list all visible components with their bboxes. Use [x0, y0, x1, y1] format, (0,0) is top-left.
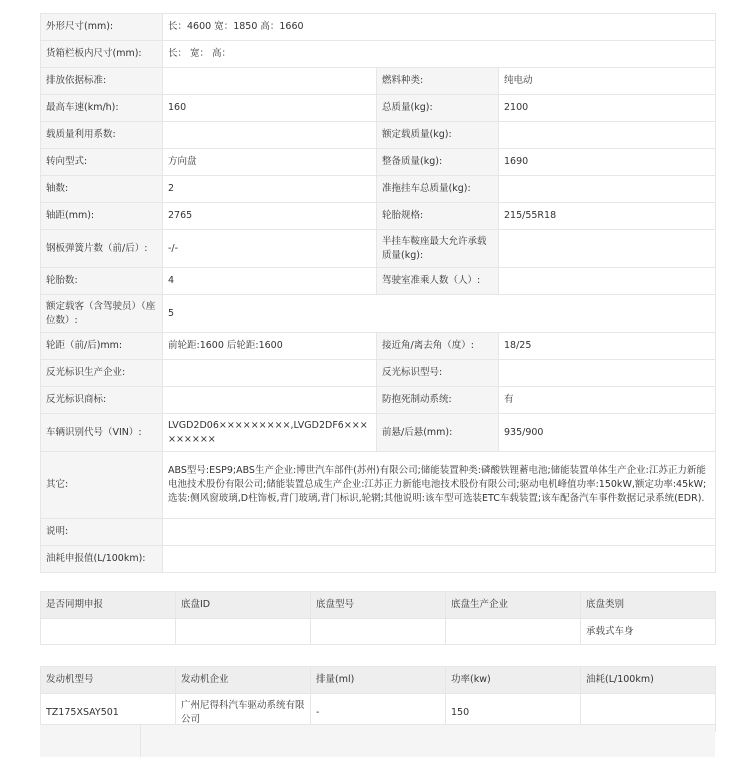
spec-row-rated-passengers — [41, 295, 716, 333]
spec-row — [41, 68, 716, 95]
spec-label: 总质量(kg): — [377, 95, 499, 122]
spec-value — [163, 387, 377, 414]
spec-value: 纯电动 — [499, 68, 716, 95]
dimensions-label: 外形尺寸(mm): — [41, 14, 163, 41]
chassis-header-cell: 底盘型号 — [311, 592, 446, 619]
other-label: 其它: — [41, 452, 163, 519]
spec-row — [41, 414, 716, 452]
engine-cell: 广州尼得科汽车驱动系统有限公司 — [176, 694, 311, 732]
engine-header-cell: 功率(kw) — [446, 667, 581, 694]
spec-row — [41, 230, 716, 268]
spec-row-fuel-declared — [41, 546, 716, 573]
spec-row — [41, 176, 716, 203]
spec-value — [499, 122, 716, 149]
chassis-header-row — [41, 592, 716, 619]
next-table-header — [40, 724, 715, 757]
spec-label: 准拖挂车总质量(kg): — [377, 176, 499, 203]
notes-label: 说明: — [41, 519, 163, 546]
spec-label: 轮胎规格: — [377, 203, 499, 230]
spec-label: 反光标识型号: — [377, 360, 499, 387]
spec-value: 2765 — [163, 203, 377, 230]
spec-value — [499, 230, 716, 268]
spec-value: 2 — [163, 176, 377, 203]
spec-row — [41, 122, 716, 149]
spec-label: 轮胎数: — [41, 268, 163, 295]
engine-cell: TZ175XSAY501 — [41, 694, 176, 732]
spec-table — [40, 13, 716, 573]
spec-row-notes — [41, 519, 716, 546]
spec-label: 接近角/离去角（度）: — [377, 333, 499, 360]
spec-label: 驾驶室准乘人数（人）: — [377, 268, 499, 295]
spec-value — [499, 268, 716, 295]
spec-value — [499, 360, 716, 387]
dimensions-value: 长：4600 宽：1850 高：1660 — [163, 14, 716, 41]
spec-value — [163, 122, 377, 149]
fuel-declared-value — [163, 546, 716, 573]
spec-row-dimensions — [41, 14, 716, 41]
spec-label: 半挂车鞍座最大允许承载质量(kg): — [377, 230, 499, 268]
chassis-cell — [41, 619, 176, 645]
engine-header-row — [41, 667, 716, 694]
rated-passengers-label: 额定载客（含驾驶员）（座位数）: — [41, 295, 163, 333]
spec-row — [41, 95, 716, 122]
spec-label: 排放依据标准: — [41, 68, 163, 95]
chassis-cell — [311, 619, 446, 645]
engine-header-cell: 油耗(L/100km) — [581, 667, 716, 694]
spec-value: 1690 — [499, 149, 716, 176]
engine-header-cell: 发动机型号 — [41, 667, 176, 694]
spec-value: 2100 — [499, 95, 716, 122]
spec-row — [41, 387, 716, 414]
spec-value: 18/25 — [499, 333, 716, 360]
spec-value — [499, 176, 716, 203]
spec-label: 反光标识商标: — [41, 387, 163, 414]
chassis-header-cell: 底盘生产企业 — [446, 592, 581, 619]
spec-value — [163, 68, 377, 95]
chassis-header-cell: 是否同期申报 — [41, 592, 176, 619]
spec-value: 方向盘 — [163, 149, 377, 176]
other-value: ABS型号:ESP9;ABS生产企业:博世汽车部件(苏州)有限公司;储能装置种类:磷酸铁锂蓄电池;储能装置单体生产企业:江苏正力新能电池技术股份有限公司;储能装置总成生产企业:江苏正力新能电池技术股份有限公司;驱动电机峰值功率:150kW,额定功率:45kW;选装:侧风窗玻璃,D柱饰板,背门玻璃,背门标识,轮辋;其他说明:该车型可选装ETC车载装置;该车配备汽车事件数据记录系统(EDR). — [163, 452, 716, 519]
spec-label: 车辆识别代号（VIN）: — [41, 414, 163, 452]
chassis-cell — [176, 619, 311, 645]
spec-value: 160 — [163, 95, 377, 122]
cargo-box-label: 货箱栏板内尺寸(mm): — [41, 41, 163, 68]
spec-row — [41, 268, 716, 295]
spec-row — [41, 360, 716, 387]
spec-value — [163, 360, 377, 387]
spec-label: 燃料种类: — [377, 68, 499, 95]
rated-passengers-value: 5 — [163, 295, 716, 333]
spec-label: 前悬/后悬(mm): — [377, 414, 499, 452]
spec-row — [41, 333, 716, 360]
spec-label: 载质量利用系数: — [41, 122, 163, 149]
engine-table — [40, 666, 716, 732]
spec-label: 反光标识生产企业: — [41, 360, 163, 387]
spec-row-cargo-box — [41, 41, 716, 68]
engine-cell: - — [311, 694, 446, 732]
chassis-header-cell: 底盘类别 — [581, 592, 716, 619]
spec-label: 最高车速(km/h): — [41, 95, 163, 122]
table-divider — [140, 725, 141, 757]
chassis-header-cell: 底盘ID — [176, 592, 311, 619]
spec-value: 215/55R18 — [499, 203, 716, 230]
engine-cell: 150 — [446, 694, 581, 732]
spec-label: 整备质量(kg): — [377, 149, 499, 176]
spec-value: 前轮距:1600 后轮距:1600 — [163, 333, 377, 360]
spec-row — [41, 149, 716, 176]
chassis-table — [40, 591, 716, 645]
vin-value: LVGD2D06×××××××××,LVGD2DF6××××××××× — [163, 414, 377, 452]
spec-value: 有 — [499, 387, 716, 414]
spec-label: 额定载质量(kg): — [377, 122, 499, 149]
spec-label: 转向型式: — [41, 149, 163, 176]
spec-label: 防抱死制动系统: — [377, 387, 499, 414]
spec-label: 钢板弹簧片数（前/后）: — [41, 230, 163, 268]
engine-header-cell: 排量(ml) — [311, 667, 446, 694]
spec-value: 4 — [163, 268, 377, 295]
chassis-cell: 承载式车身 — [581, 619, 716, 645]
spec-label: 轮距（前/后)mm: — [41, 333, 163, 360]
notes-value — [163, 519, 716, 546]
chassis-cell — [446, 619, 581, 645]
chassis-row — [41, 619, 716, 645]
spec-label: 轴数: — [41, 176, 163, 203]
spec-value: -/- — [163, 230, 377, 268]
fuel-declared-label: 油耗申报值(L/100km): — [41, 546, 163, 573]
spec-row — [41, 203, 716, 230]
spec-label: 轴距(mm): — [41, 203, 163, 230]
spec-value: 935/900 — [499, 414, 716, 452]
cargo-box-value: 长： 宽： 高： — [163, 41, 716, 68]
spec-row-other — [41, 452, 716, 519]
engine-header-cell: 发动机企业 — [176, 667, 311, 694]
